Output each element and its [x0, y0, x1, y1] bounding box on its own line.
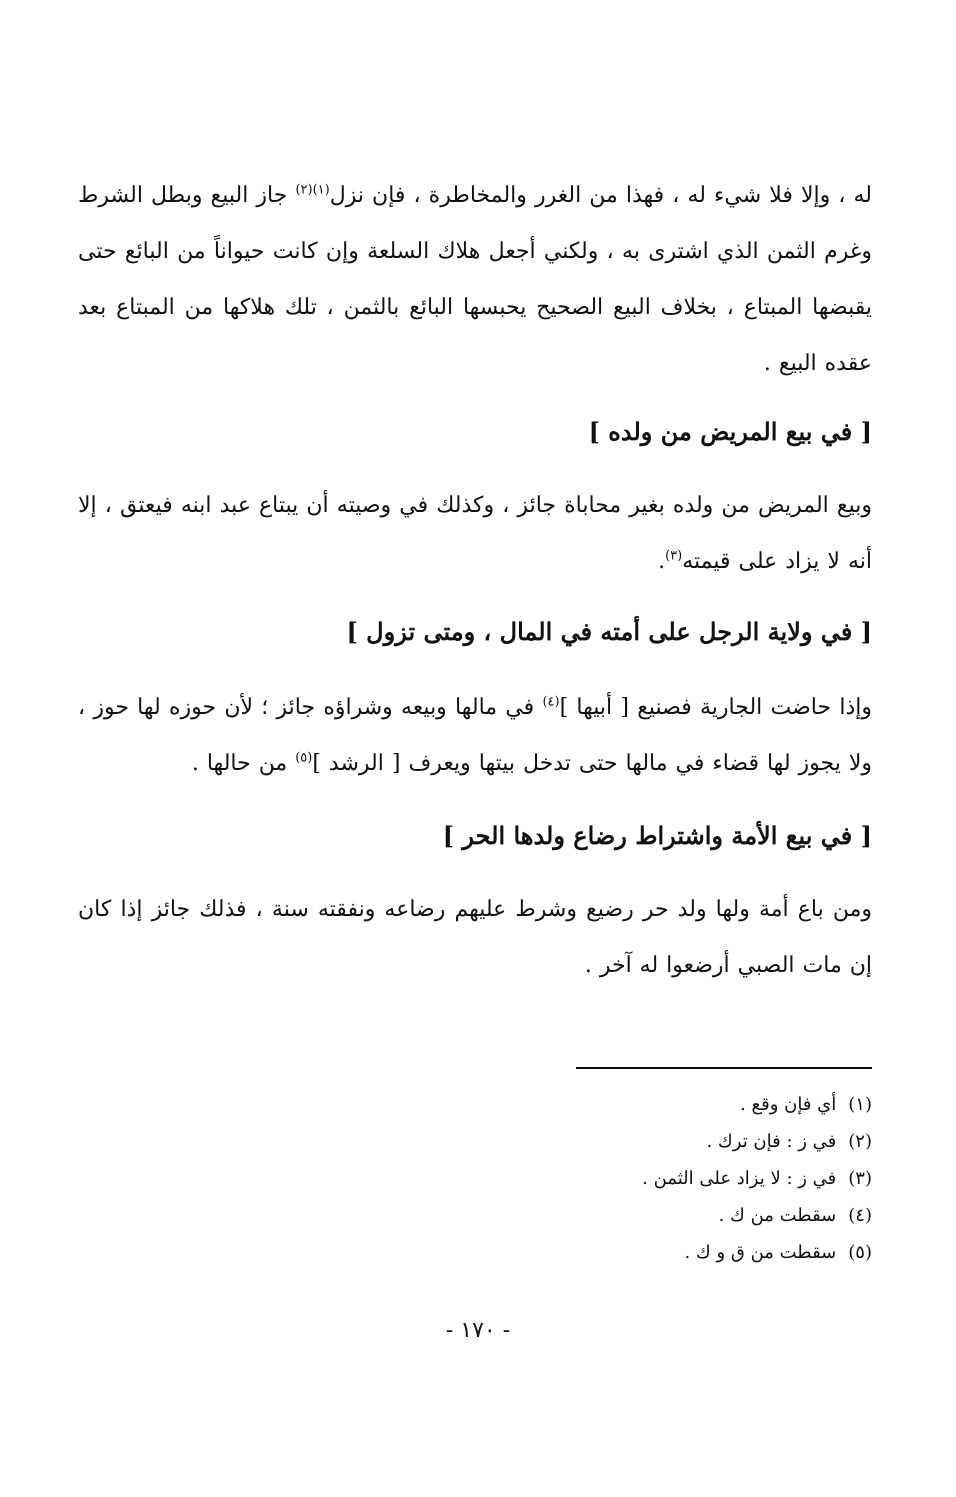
- footnote-item: [372, 1086, 872, 1123]
- footnote-number: (١): [848, 1094, 872, 1115]
- footnote-text: سقطت من ق و ك .: [684, 1242, 837, 1263]
- footnote-item: [372, 1123, 872, 1160]
- paragraph-sale-risk: [78, 168, 872, 392]
- section-heading-guardianship: [ في ولاية الرجل على أمته في المال ، ومتى تزول ]: [346, 617, 872, 646]
- paragraph-text: وبيع المريض من ولده بغير محاباة جائز ، وكذلك في وصيته أن يبتاع عبد ابنه فيعتق ، إلا أنه لا يزاد على قيمته: [78, 493, 872, 574]
- footnote-number: (٢): [848, 1131, 872, 1152]
- paragraph-text: جاز البيع وبطل الشرط وغرم الثمن الذي اشترى به ، ولكني أجعل هلاك السلعة وإن كانت حيواناً من البائع حتى يقبضها المبتاع ، بخلاف البيع الصحيح يحبسها البائع بالثمن ، تلك هلاكها من المبتاع بعد عقده البيع .: [78, 183, 872, 376]
- paragraph-text: من حالها .: [191, 751, 296, 776]
- footnote-text: سقطت من ك .: [718, 1205, 837, 1226]
- paragraph-sick-sale: [78, 478, 872, 590]
- paragraph-text: له ، وإلا فلا شيء له ، فهذا من الغرر والمخاطرة ، فإن نزل: [329, 183, 872, 208]
- footnote-item: [372, 1234, 872, 1271]
- paragraph-text: .: [658, 549, 666, 574]
- footnote-text: في ز : لا يزاد على الثمن .: [642, 1168, 837, 1189]
- footnote-number: (٣): [848, 1168, 872, 1189]
- footnote-reference: (٤): [542, 694, 560, 710]
- paragraph-slave-sale: ومن باع أمة ولها ولد حر رضيع وشرط عليهم رضاعه ونفقته سنة ، فذلك جائز إذا كان إن مات الصبي أرضعوا له آخر .: [78, 897, 872, 978]
- footnotes-list: [372, 1086, 872, 1271]
- footnote-reference: (٥): [295, 750, 313, 766]
- footnote-item: [372, 1197, 872, 1234]
- section-heading-sick-sale: [ في بيع المريض من ولده ]: [588, 417, 872, 446]
- paragraph-text: في مالها وبيعه وشراؤه جائز ؛ لأن حوزه لها حوز ، ولا يجوز لها قضاء في مالها حتى تدخل بيتها ويعرف [ الرشد ]: [78, 695, 872, 776]
- footnote-number: (٤): [848, 1205, 872, 1226]
- footnote-item: [372, 1160, 872, 1197]
- footnote-text: أي فإن وقع .: [740, 1094, 837, 1115]
- paragraph-guardianship: [78, 680, 872, 792]
- section-heading-slave-sale: [ في بيع الأمة واشتراط رضاع ولدها الحر ]: [442, 821, 872, 850]
- footnote-text: في ز : فإن ترك .: [706, 1131, 837, 1152]
- footnote-reference: (١)(٢): [295, 182, 330, 198]
- footnote-reference: (٣): [665, 548, 683, 564]
- footnote-number: (٥): [848, 1242, 872, 1263]
- paragraph-text: وإذا حاضت الجارية فصنيع [ أبيها ]: [559, 695, 872, 720]
- main-text: [78, 168, 872, 994]
- page-number: - ١٧٠ -: [445, 1318, 511, 1343]
- footnote-separator: [576, 1067, 872, 1069]
